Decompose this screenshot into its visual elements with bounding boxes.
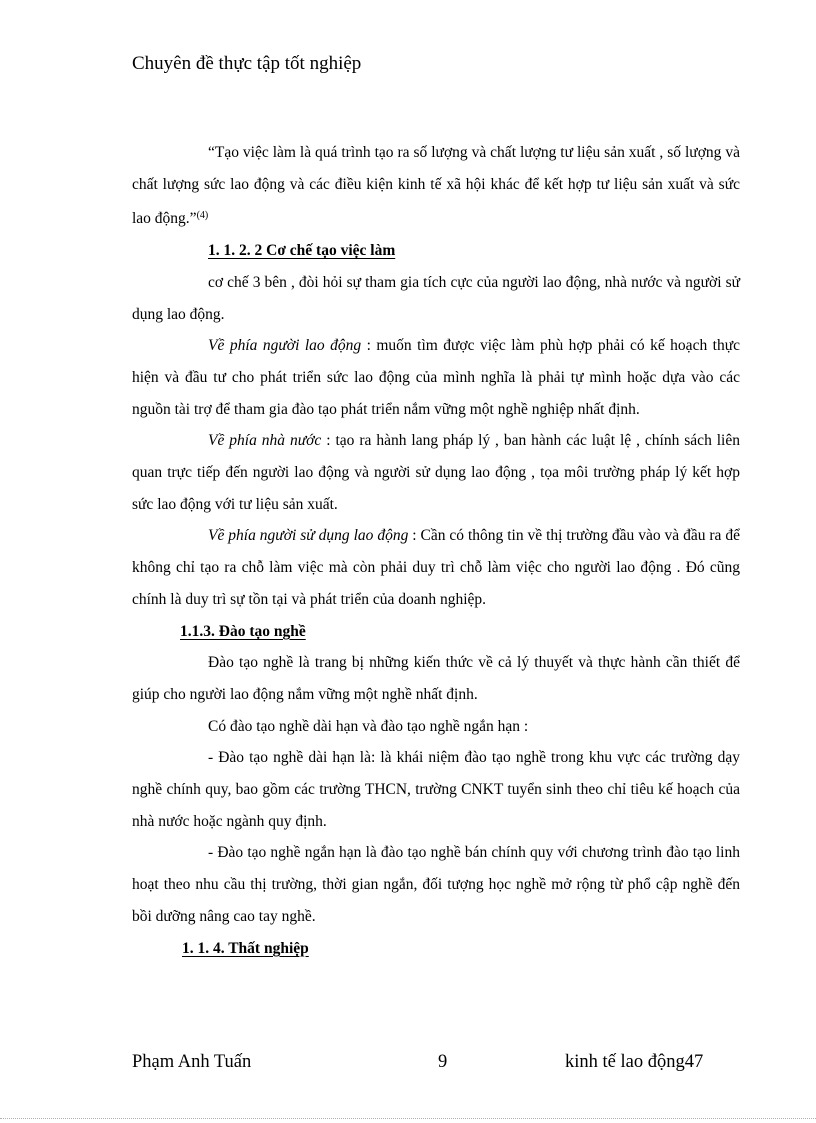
employer-text: : Cần có thông tin về thị trường đầu vào và đầu ra để không chỉ tạo ra chỗ làm việc mà còn phải duy trì chỗ làm việc cho người lao động . Đó cũng chính là duy trì sự tồn tại và phát triển của doanh nghiệp.: [132, 527, 740, 608]
worker-text: : muốn tìm được việc làm phù hợp phải có kế hoạch thực hiện và đầu tư cho phát triển sức lao động của mình nghĩa là phải tự mình hoặc dựa vào các nguồn tài trợ để tham gia đào tạo phát triển nắm vững một nghề nghiệp nhất định.: [132, 337, 741, 418]
quote-text: “Tạo việc làm là quá trình tạo ra số lượng và chất lượng tư liệu sản xuất , số lượng và chất lượng sức lao động và các điều kiện kinh tế xã hội khác để kết hợp tư liệu sản xuất và sức lao động.”: [132, 144, 740, 228]
footer-course: kinh tế lao động47: [565, 1052, 704, 1072]
state-text: : tạo ra hành lang pháp lý , ban hành các luật lệ , chính sách liên quan trực tiếp đến người lao động và người sử dụng lao động , tọa môi trường pháp lý kết hợp sức lao động với tư liệu sản xuất.: [132, 432, 740, 513]
training-types: Có đào tạo nghề dài hạn và đào tạo nghề ngắn hạn :: [208, 717, 529, 735]
mechanism-paragraph: cơ chế 3 bên , đòi hỏi sự tham gia tích cực của người lao động, nhà nước và người sử dụng lao động.: [132, 273, 740, 323]
document-footer: [132, 1050, 712, 1074]
quote-paragraph: [132, 137, 740, 235]
worker-label: Về phía người lao động: [208, 337, 362, 355]
heading-training: 1.1.3. Đào tạo nghề: [180, 622, 306, 640]
short-term-training: - Đào tạo nghề ngắn hạn là đào tạo nghề bán chính quy với chương trình đào tạo linh hoạt theo nhu cầu thị trường, thời gian ngắn, đối tượng học nghề mở rộng từ phổ cập nghề đến bồi dưỡng nâng cao tay nghề.: [132, 844, 740, 925]
page-bottom-border: [0, 1118, 816, 1119]
training-definition: Đào tạo nghề là trang bị những kiến thức về cả lý thuyết và thực hành cần thiết để giúp cho người lao động nắm vững một nghề nhất định.: [132, 654, 740, 703]
state-paragraph: [132, 425, 740, 520]
document-body: [132, 137, 740, 964]
heading-mechanism: 1. 1. 2. 2 Cơ chế tạo việc làm: [208, 242, 396, 260]
page-number: 9: [438, 1052, 448, 1072]
footer-author: Phạm Anh Tuấn: [132, 1052, 252, 1072]
heading-unemployment: 1. 1. 4. Thất nghiệp: [182, 939, 309, 957]
worker-paragraph: [132, 330, 740, 425]
footnote-ref: (4): [196, 210, 209, 222]
state-label: Về phía nhà nước: [208, 432, 322, 450]
employer-label: Về phía người sử dụng lao động: [208, 527, 409, 545]
long-term-training: - Đào tạo nghề dài hạn là: là khái niệm đào tạo nghề trong khu vực các trường dạy nghề chính quy, bao gồm các trường THCN, trường CNKT tuyển sinh theo chỉ tiêu kế hoạch của nhà nước hoặc ngành quy định.: [132, 749, 740, 830]
document-header: Chuyên đề thực tập tốt nghiệp: [132, 53, 362, 74]
employer-paragraph: [132, 520, 740, 615]
